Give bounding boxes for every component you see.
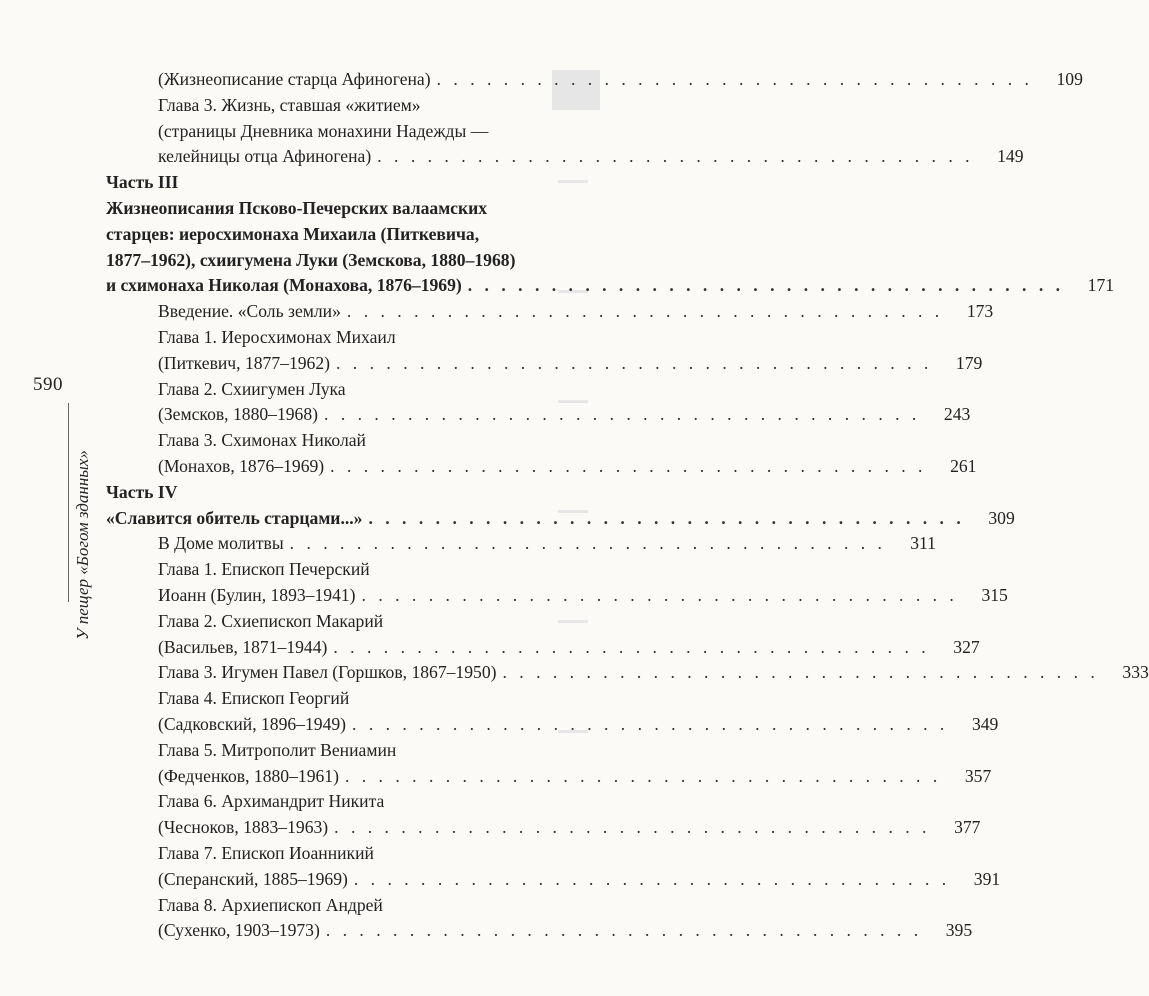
toc-entry (106, 402, 971, 428)
toc-entry (106, 67, 1083, 93)
toc-entry (106, 635, 980, 661)
toc-entry-text: Глава 6. Архимандрит Никита (158, 791, 385, 812)
dot-leader: . . . . . . . . . . . . . . . . . . . . . . . . . . . . . . . . . . . . (333, 636, 930, 657)
toc-entry (106, 764, 992, 790)
dot-leader: . . . . . . . . . . . . . . . . . . . . . . . . . . . . . . . . . . . . (344, 765, 942, 786)
toc-entry-text: Глава 3. Жизнь, ставшая «житием» (158, 94, 421, 115)
dot-leader: . . . . . . . . . . . . . . . . . . . . . . . . . . . . . . . . . . . . (377, 146, 974, 167)
dot-leader: . . . . . . . . . . . . . . . . . . . . . . . . . . . . . . . . . . . . (353, 868, 951, 889)
toc-entry (106, 789, 570, 815)
table-of-contents (106, 67, 1149, 944)
toc-entry-text: (страницы Дневника монахини Надежды — (158, 120, 489, 141)
dot-leader: . . . . . . . . . . . . . . . . . . . . . . . . . . . . . . . . . . . . (324, 404, 921, 425)
toc-entry (106, 454, 977, 480)
toc-entry-text: Глава 8. Архиепископ Андрей (158, 894, 383, 915)
toc-entry (106, 738, 570, 764)
toc-entry (106, 893, 570, 919)
dot-leader: . . . . . . . . . . . . . . . . . . . . . . . . . . . . . . . . . . . . (325, 920, 923, 941)
toc-entry (106, 557, 570, 583)
toc-entry (106, 686, 570, 712)
toc-entry (106, 222, 570, 248)
dot-leader: . . . . . . . . . . . . . . . . . . . . . . . . . . . . . . . . . . . . (336, 352, 933, 373)
toc-page-number: 149 (997, 146, 1024, 167)
toc-entry-text: Глава 3. Игумен Павел (Горшков, 1867–1950) (158, 662, 497, 683)
dot-leader: . . . . . . . . . . . . . . . . . . . . . . . . . . . . . . . . . . . . (346, 301, 944, 322)
toc-entry-text: 1877–1962), схиигумена Луки (Земскова, 1880–1968) (106, 249, 516, 270)
toc-entry-text: Часть IV (106, 481, 178, 502)
toc-entry-text: «Славится обитель старцами...» (106, 507, 363, 528)
toc-page-number: 109 (1056, 69, 1083, 89)
folio-page-number: 590 (33, 374, 63, 395)
toc-entry-text: Глава 5. Митрополит Вениамин (158, 739, 397, 760)
toc-entry (106, 377, 570, 403)
toc-page-number: 311 (910, 533, 936, 554)
dot-leader: . . . . . . . . . . . . . . . . . . . . . . . . . . . . . . . . . . . . (289, 533, 886, 554)
toc-page-number: 349 (971, 713, 999, 734)
toc-page-number: 243 (943, 404, 971, 425)
dot-leader: . . . . . . . . . . . . . . . . . . . . . . . . . . . . . . . . . . . . (361, 584, 958, 605)
toc-entry-text: Глава 1. Иеросхимонах Михаил (158, 326, 396, 347)
running-title: У пещер «Богом зданных» (73, 450, 92, 640)
toc-entry (106, 583, 1008, 609)
toc-page-number: 261 (950, 455, 977, 476)
toc-entry (106, 196, 570, 222)
toc-entry (106, 867, 1001, 893)
toc-entry-text: Глава 1. Епископ Печерский (158, 559, 370, 580)
dot-leader: . . . . . . . . . . . . . . . . . . . . . . . . . . . . . . . . . . . . (368, 507, 965, 528)
dot-leader: . . . . . . . . . . . . . . . . . . . . . . . . . . . . . . . . . . . . (352, 713, 949, 734)
margin-running-head (28, 370, 92, 640)
toc-entry-text: (Садковский, 1896–1949) (158, 713, 347, 734)
toc-page-number: 395 (945, 920, 973, 941)
toc-entry-text: (Жизнеописание старца Афиногена) (158, 69, 431, 89)
toc-entry-text: (Земсков, 1880–1968) (158, 404, 319, 425)
toc-page-number: 391 (973, 868, 1001, 889)
toc-entry-text: (Сухенко, 1903–1973) (158, 920, 320, 941)
toc-entry-text: (Монахов, 1876–1969) (158, 455, 325, 476)
toc-entry (106, 428, 570, 454)
toc-entry (106, 351, 983, 377)
toc-entry (106, 712, 999, 738)
toc-entry (106, 841, 570, 867)
dot-leader: . . . . . . . . . . . . . . . . . . . . . . . . . . . . . . . . . . . . (502, 662, 1099, 683)
dot-leader: . . . . . . . . . . . . . . . . . . . . . . . . . . . . . . . . . . . . (334, 817, 931, 838)
toc-entry-text: Глава 2. Схиепископ Макарий (158, 610, 384, 631)
toc-entry-text: Глава 3. Схимонах Николай (158, 430, 366, 451)
toc-page-number: 333 (1122, 662, 1149, 683)
toc-entry (106, 660, 1149, 686)
toc-entry-text: (Сперанский, 1885–1969) (158, 868, 348, 889)
toc-entry (106, 144, 1024, 170)
dot-leader: . . . . . . . . . . . . . . . . . . . . . . . . . . . . . . . . . . . . (436, 69, 1033, 89)
toc-page-number: 173 (966, 301, 994, 322)
dot-leader: . . . . . . . . . . . . . . . . . . . . . . . . . . . . . . . . . . . . (467, 275, 1065, 296)
toc-page-number: 315 (981, 584, 1008, 605)
toc-entry-text: (Васильев, 1871–1944) (158, 636, 328, 657)
margin-vertical-rule (68, 403, 69, 602)
toc-entry-text: Глава 7. Епископ Иоанникий (158, 842, 374, 863)
toc-entry (106, 609, 570, 635)
toc-entry (106, 918, 973, 944)
toc-entry-text: Иоанн (Булин, 1893–1941) (158, 584, 356, 605)
toc-entry (106, 170, 570, 196)
toc-page-number: 309 (988, 507, 1015, 528)
toc-entry-text: Часть III (106, 172, 179, 193)
toc-entry-text: (Чесноков, 1883–1963) (158, 817, 329, 838)
toc-entry (106, 248, 570, 274)
toc-page-number: 171 (1087, 275, 1115, 296)
toc-entry (106, 93, 570, 119)
toc-entry-text: Глава 4. Епископ Георгий (158, 688, 350, 709)
toc-page-number: 357 (964, 765, 992, 786)
toc-entry (106, 480, 570, 506)
toc-entry-text: (Федченков, 1880–1961) (158, 765, 339, 786)
toc-entry (106, 531, 936, 557)
toc-page-number: 327 (953, 636, 980, 657)
toc-page-number: 179 (955, 352, 983, 373)
toc-entry-text: и схимонаха Николая (Монахова, 1876–1969) (106, 275, 462, 296)
toc-entry-text: В Доме молитвы (158, 533, 284, 554)
toc-page-number: 377 (954, 817, 981, 838)
toc-entry (106, 325, 570, 351)
toc-entry (106, 119, 570, 145)
toc-entry (106, 299, 994, 325)
dot-leader: . . . . . . . . . . . . . . . . . . . . . . . . . . . . . . . . . . . . (330, 455, 927, 476)
toc-entry-text: Жизнеописания Псково-Печерских валаамских (106, 197, 488, 218)
toc-entry (106, 815, 981, 841)
toc-entry-text: старцев: иеросхимонаха Михаила (Питкевича, (106, 223, 480, 244)
toc-entry-text: (Питкевич, 1877–1962) (158, 352, 330, 373)
toc-entry-text: Введение. «Соль земли» (158, 301, 341, 322)
toc-entry-text: Глава 2. Схиигумен Лука (158, 378, 346, 399)
toc-entry (106, 506, 1015, 532)
toc-entry (106, 273, 1115, 299)
toc-entry-text: келейницы отца Афиногена) (158, 146, 372, 167)
